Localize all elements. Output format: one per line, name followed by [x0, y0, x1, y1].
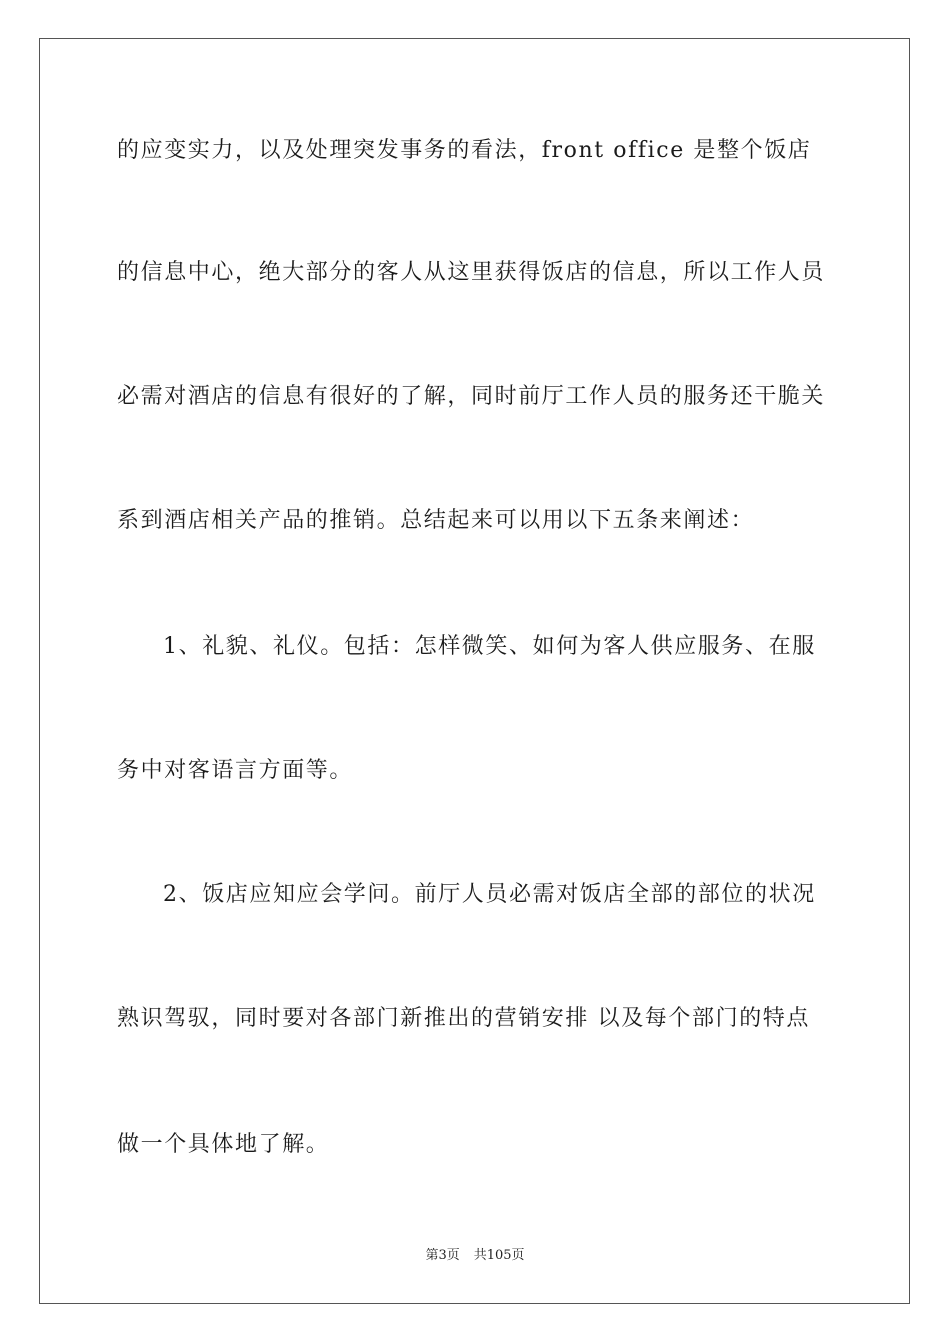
text-line-4: 系到酒店相关产品的推销。总结起来可以用以下五条来阐述：: [117, 508, 755, 533]
text-line-8: 熟识驾驭，同时要对各部门新推出的营销安排 以及每个部门的特点: [117, 1006, 810, 1031]
text-line-3: 必需对酒店的信息有很好的了解，同时前厅工作人员的服务还干脆关: [117, 384, 826, 409]
text-line-2: 的信息中心，绝大部分的客人从这里获得饭店的信息，所以工作人员: [117, 260, 826, 285]
text-line-6: 务中对客语言方面等。: [117, 758, 354, 783]
page-number: 第3页: [425, 1248, 460, 1263]
page-border: [39, 38, 910, 1304]
text-line-1: 的应变实力，以及处理突发事务的看法，front office 是整个饭店: [117, 138, 812, 163]
page-total: 共105页: [473, 1248, 525, 1263]
text-line-5: 1、礼貌、礼仪。包括：怎样微笑、如何为客人供应服务、在服: [163, 634, 816, 659]
text-line-9: 做一个具体地了解。: [117, 1132, 330, 1157]
text-line-7: 2、饭店应知应会学问。前厅人员必需对饭店全部的部位的状况: [163, 882, 816, 907]
page-footer: [0, 1247, 950, 1265]
